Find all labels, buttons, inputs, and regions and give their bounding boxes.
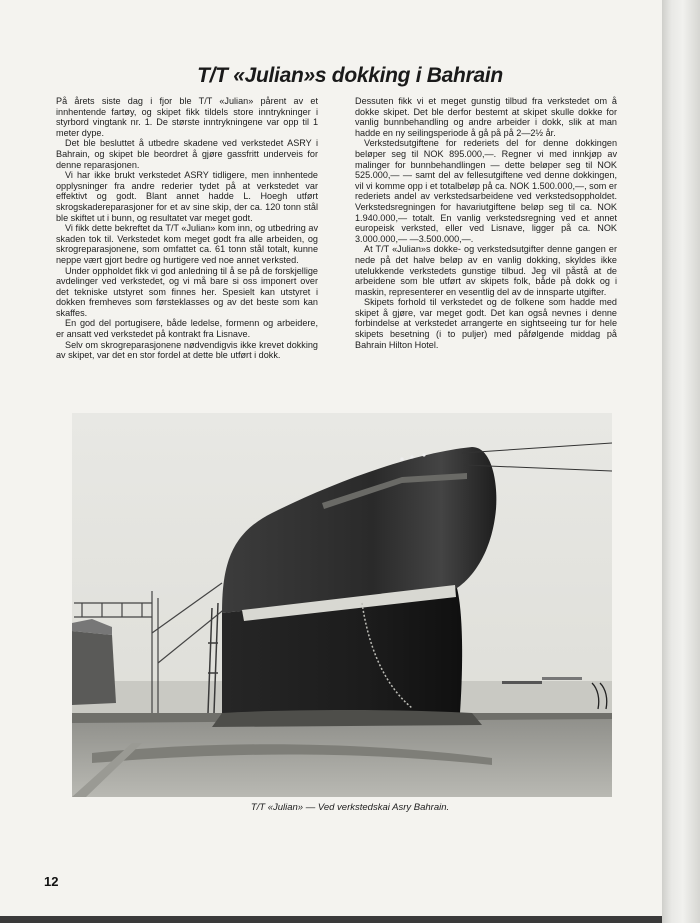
text-column-left: [56, 96, 318, 361]
paragraph: Under oppholdet fikk vi god anledning til å se på de forskjellige avdelinger ved verkstedet, og vi må bare si oss imponert over det tekniske utstyret som finnes her. Spesielt kan utstyret i dokken fremheves som førsteklasses og av det beste som kan skaffes.: [56, 265, 318, 318]
paragraph: Vi fikk dette bekreftet da T/T «Julian» kom inn, og utbedring av skaden tok til. Verkstedet kom meget godt fra alle arbeiden, og skrogreparasjonene, som omfattet ca. 61 tonn stål totalt, kunne neppe vært gjort bedre og hurtigere ved noe annet verksted.: [56, 223, 318, 265]
book-spine-edge: [662, 0, 700, 923]
paragraph: Verkstedsutgiftene for rederiets del for denne dokkingen beløper seg til NOK 895.000,—. Regner vi med innkjøp av malinger for bunnbehandlingen — dette beløper seg til NOK 525.000,— — samt del av fellesutgiftene ved denne dokkingen, vil vi komme opp i et totalbeløp på ca. NOK 1.500.000,—, som er rederiets andel av verkstedsarbeidene ved verkstedsoppholdet. Verkstedsregningen for havariutgiftene beløp seg til ca. NOK 1.940.000,— totalt. En vanlig verkstedsregning ved et annet europeisk verksted, eller ved Lisnave, ligger på ca. NOK 3.000.000,— —3.500.000,—.: [355, 138, 617, 244]
paragraph: At T/T «Julian»s dokke- og verkstedsutgifter denne gangen er nede på det halve beløp av en vanlig dokking, skyldes ikke utelukkende verkstedets gunstige tilbud. Jeg vil påstå at de arbeidene som ble utført av skipets folk, både på dokk og i maskin, representerer en vesentlig del av de innsparte utgifter.: [355, 244, 617, 297]
ship-in-drydock-photo: [72, 413, 612, 797]
paragraph: Skipets forhold til verkstedet og de folkene som hadde med skipet å gjøre, var meget godt. Det kan også nevnes i denne forbindelse at verkstedet arrangerte en sightseeing tur for hele skipets besetning (i to puljer) med påfølgende middag på Bahrain Hilton Hotel.: [355, 297, 617, 350]
paragraph: Selv om skrogreparasjonene nødvendigvis ikke krevet dokking av skipet, var det en stor fordel at dette ble utført i dokk.: [56, 339, 318, 361]
photo-caption: T/T «Julian» — Ved verkstedskai Asry Bahrain.: [250, 802, 450, 813]
paragraph: Dessuten fikk vi et meget gunstig tilbud fra verkstedet om å dokke skipet. Det ble derfor bestemt at skipet skulle dokke for vanlig bunnbehandling og andre arbeider i dokk, slik at man hadde en ny seilingsperiode å gå på på 2—2½ år.: [355, 96, 617, 138]
paragraph: En god del portugisere, både ledelse, formenn og arbeidere, er ansatt ved verkstedet på kontrakt fra Lisnave.: [56, 318, 318, 340]
text-column-right: [355, 96, 617, 350]
paragraph: Vi har ikke brukt verkstedet ASRY tidligere, men innhentede opplysninger fra andre rederier tydet på at verkstedet var effektivt og godt. Blant annet hadde L. Hoegh utført skrogskadereparasjoner for et av sine skip, der ca. 120 tonn stål ble skiftet ut i bunn, og resultatet var meget godt.: [56, 170, 318, 223]
paragraph: Det ble besluttet å utbedre skadene ved verkstedet ASRY i Bahrain, og skipet ble beordret å gjøre gassfritt underveis for denne reparasjonen.: [56, 138, 318, 170]
article-title: T/T «Julian»s dokking i Bahrain: [197, 64, 503, 88]
page-number: 12: [44, 874, 59, 889]
paragraph: På årets siste dag i fjor ble T/T «Julian» pårent av et innhentende fartøy, og skipet fikk tildels store inntrykninger i styrbord vingtank nr. 1. De største inntrykningene var opp til 1 meter dype.: [56, 96, 318, 138]
